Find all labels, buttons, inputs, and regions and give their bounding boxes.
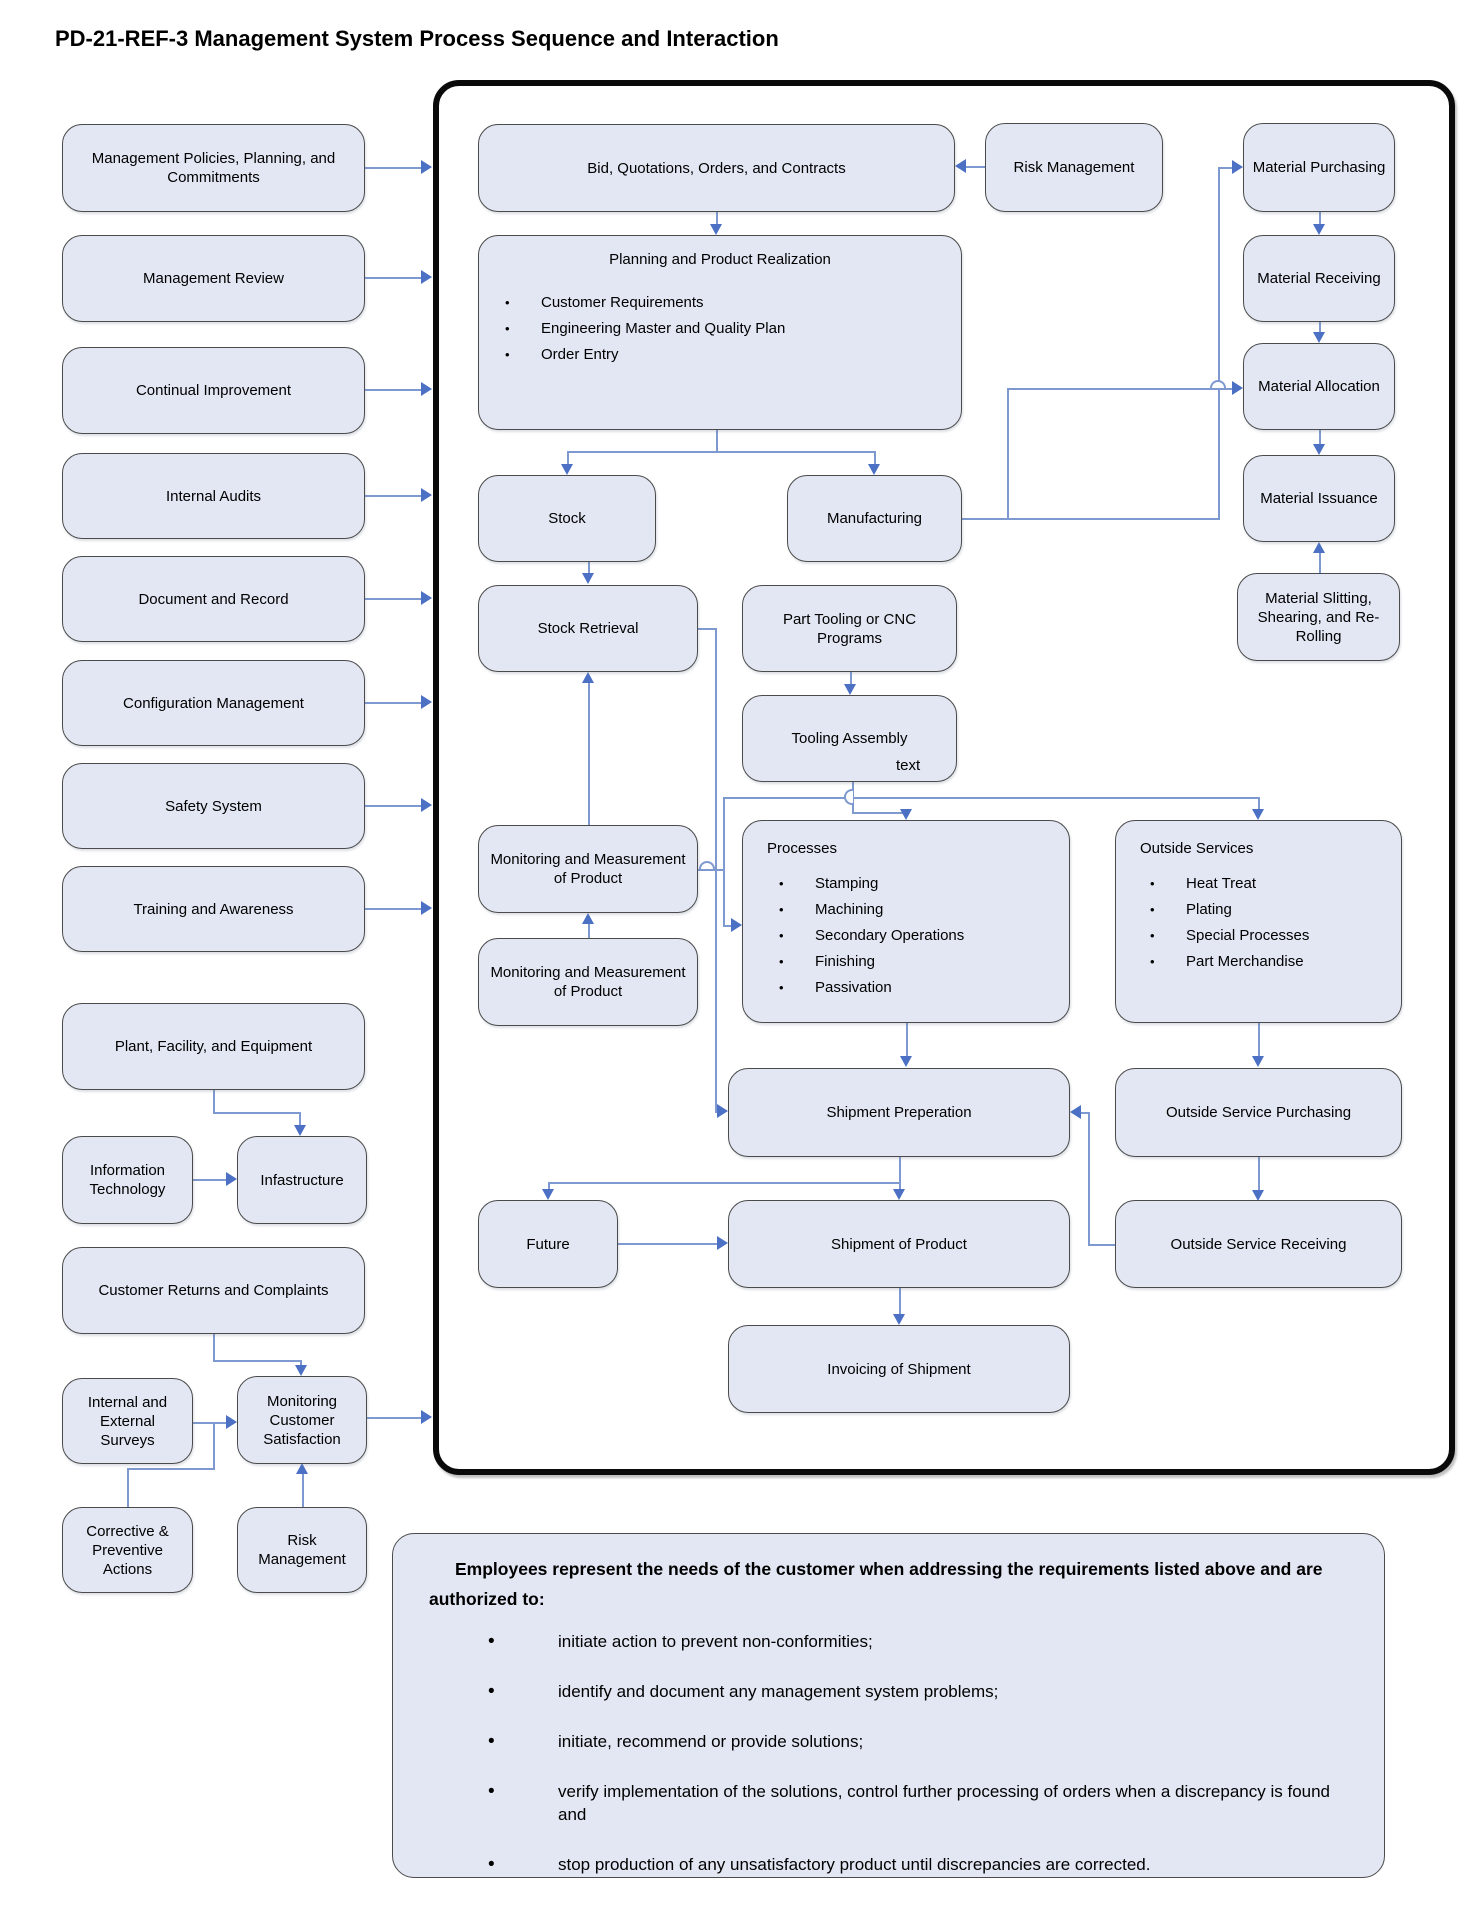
bullet-item bbox=[779, 926, 1069, 945]
bullet-dot: • bbox=[488, 1781, 495, 1802]
arrowhead bbox=[955, 159, 966, 173]
connector-shipmentprep-split bbox=[548, 1182, 899, 1184]
arrowhead bbox=[1313, 542, 1325, 553]
connector-slitting-to-issuance bbox=[1319, 553, 1321, 573]
node-material-receiving: Material Receiving bbox=[1243, 235, 1395, 322]
bullet-text: Engineering Master and Quality Plan bbox=[541, 320, 786, 337]
connector-monitoring-to-processes bbox=[698, 869, 723, 871]
bullet-text: Order Entry bbox=[541, 346, 619, 363]
bullet-text: verify implementation of the solutions, control further processing of orders when a discrepancy is found and bbox=[558, 1782, 1331, 1824]
connector-returns-to-monitoring bbox=[213, 1334, 215, 1361]
arrowhead bbox=[582, 913, 594, 924]
connector-allocation-to-issuance bbox=[1319, 430, 1321, 444]
bullet-item bbox=[488, 1730, 1344, 1753]
bullet-text: Heat Treat bbox=[1186, 875, 1257, 892]
processes-bullets bbox=[743, 858, 1069, 997]
arrowhead bbox=[844, 684, 856, 695]
arrowhead bbox=[226, 1172, 237, 1186]
arrowhead bbox=[421, 798, 432, 812]
bullet-text: Customer Requirements bbox=[541, 294, 704, 311]
node-material-allocation: Material Allocation bbox=[1243, 343, 1395, 430]
arrowhead bbox=[710, 224, 722, 235]
bullet-dot: • bbox=[779, 928, 784, 943]
bullet-dot: • bbox=[1150, 954, 1155, 969]
arrowhead bbox=[1252, 1056, 1264, 1067]
bullet-dot: • bbox=[779, 876, 784, 891]
connector-monitoring2-to-monitoring1 bbox=[588, 924, 590, 938]
node-corrective-preventive-actions: Corrective & Preventive Actions bbox=[62, 1507, 193, 1593]
bullet-text: Secondary Operations bbox=[815, 927, 965, 944]
tooling-assembly-note: text bbox=[896, 757, 921, 774]
connector-monitoring-to-retrieval bbox=[588, 683, 590, 825]
connector-plant-to-infastructure bbox=[213, 1090, 215, 1113]
arrowhead bbox=[900, 809, 912, 820]
arrowhead bbox=[296, 1463, 308, 1474]
bullet-item bbox=[779, 952, 1069, 971]
bullet-text: Special Processes bbox=[1186, 927, 1310, 944]
arrowhead bbox=[1232, 160, 1243, 174]
node-management-review: Management Review bbox=[62, 235, 365, 322]
employees-note-bullets bbox=[393, 1620, 1384, 1876]
arrowhead bbox=[582, 573, 594, 584]
connector-purchasing-to-receiving bbox=[1319, 212, 1321, 224]
arrowhead bbox=[421, 160, 432, 174]
bullet-item bbox=[505, 293, 961, 312]
arrowhead bbox=[1313, 332, 1325, 343]
bullet-text: Finishing bbox=[815, 953, 876, 970]
connector-future-to-shipment bbox=[618, 1243, 717, 1245]
bullet-dot: • bbox=[505, 295, 510, 310]
outside-services-title: Outside Services bbox=[1140, 840, 1254, 857]
bullet-text: initiate action to prevent non-conformities; bbox=[558, 1632, 873, 1651]
connector-rail-to-processes bbox=[723, 925, 731, 927]
arrowhead bbox=[421, 695, 432, 709]
bullet-item bbox=[488, 1630, 1344, 1653]
connector-processes-to-shipmentprep bbox=[906, 1023, 908, 1056]
arrowhead bbox=[582, 672, 594, 683]
connector-osr-to-shipmentprep bbox=[1088, 1244, 1115, 1246]
node-shipment-of-product: Shipment of Product bbox=[728, 1200, 1070, 1288]
arrowhead bbox=[542, 1189, 554, 1200]
bullet-dot: • bbox=[488, 1681, 495, 1702]
bullet-text: Part Merchandise bbox=[1186, 953, 1304, 970]
connector-manufacturing-to-purchasing bbox=[1218, 167, 1232, 169]
arrowhead bbox=[421, 591, 432, 605]
connector-plant-to-infastructure bbox=[299, 1112, 301, 1125]
bullet-item bbox=[505, 345, 961, 364]
connector-risk-to-bid bbox=[966, 166, 985, 168]
connector-it-to-infastructure bbox=[193, 1179, 227, 1181]
bullet-item bbox=[779, 978, 1069, 997]
node-material-slitting-shearing-rerolling: Material Slitting, Shearing, and Re-Rolling bbox=[1237, 573, 1400, 661]
node-management-policies: Management Policies, Planning, and Commitments bbox=[62, 124, 365, 212]
bullet-dot: • bbox=[505, 347, 510, 362]
connector-plant-to-infastructure bbox=[213, 1112, 301, 1114]
bullet-dot: • bbox=[779, 902, 784, 917]
connector-corrective-to-monitoring bbox=[127, 1468, 215, 1470]
arrowhead bbox=[421, 1410, 432, 1424]
arrowhead bbox=[900, 1056, 912, 1067]
bullet-text: identify and document any management system problems; bbox=[558, 1682, 999, 1701]
bullet-text: Stamping bbox=[815, 875, 879, 892]
bullet-text: Passivation bbox=[815, 979, 892, 996]
connector-mgmt-policies-to-frame bbox=[365, 167, 421, 169]
connector-receiving-to-allocation bbox=[1319, 322, 1321, 332]
connector-manufacturing-to-allocation bbox=[1007, 388, 1232, 390]
connector-shipment-to-invoicing bbox=[899, 1288, 901, 1314]
node-safety-system: Safety System bbox=[62, 763, 365, 849]
arrowhead bbox=[1232, 381, 1243, 395]
node-document-and-record: Document and Record bbox=[62, 556, 365, 642]
arrowhead bbox=[893, 1314, 905, 1325]
connector-planning-split bbox=[716, 430, 718, 451]
outside-services-bullets bbox=[1116, 858, 1401, 971]
node-internal-external-surveys: Internal and External Surveys bbox=[62, 1378, 193, 1464]
connector-tooling-chain bbox=[850, 672, 852, 684]
node-monitoring-measurement-product-1: Monitoring and Measurement of Product bbox=[478, 825, 698, 913]
node-plant-facility-equipment: Plant, Facility, and Equipment bbox=[62, 1003, 365, 1090]
node-bid-quotations-orders-contracts: Bid, Quotations, Orders, and Contracts bbox=[478, 124, 955, 212]
node-continual-improvement: Continual Improvement bbox=[62, 347, 365, 434]
bullet-dot: • bbox=[779, 980, 784, 995]
node-material-issuance: Material Issuance bbox=[1243, 455, 1395, 542]
node-internal-audits: Internal Audits bbox=[62, 453, 365, 539]
bullet-item bbox=[488, 1780, 1344, 1826]
arrowhead bbox=[295, 1365, 307, 1376]
connector-corrective-to-monitoring bbox=[213, 1422, 215, 1468]
connector-returns-to-monitoring bbox=[213, 1360, 302, 1362]
connector-shipmentprep-split bbox=[899, 1157, 901, 1183]
node-risk-management-bottom: Risk Management bbox=[237, 1507, 367, 1593]
arrowhead bbox=[1313, 444, 1325, 455]
connector-manufacturing-to-allocation bbox=[1007, 388, 1009, 518]
employees-authorization-note bbox=[392, 1533, 1385, 1878]
connector-document-record-to-frame bbox=[365, 598, 421, 600]
connector-rail bbox=[723, 797, 1258, 799]
connector-planning-split bbox=[567, 451, 874, 453]
bullet-text: Machining bbox=[815, 901, 884, 918]
bullet-text: stop production of any unsatisfactory product until discrepancies are corrected. bbox=[558, 1855, 1151, 1874]
node-future: Future bbox=[478, 1200, 618, 1288]
arrowhead bbox=[226, 1415, 237, 1429]
bullet-item bbox=[779, 900, 1069, 919]
bullet-item bbox=[1150, 926, 1401, 945]
arrowhead bbox=[561, 464, 573, 475]
arrowhead bbox=[1252, 809, 1264, 820]
connector-rail-to-processes bbox=[723, 797, 725, 926]
arrowhead bbox=[731, 918, 742, 932]
arrowhead bbox=[421, 382, 432, 396]
connector-rail-to-outside-services bbox=[1258, 797, 1260, 809]
bullet-dot: • bbox=[488, 1731, 495, 1752]
connector-os-to-osp bbox=[1258, 1023, 1260, 1056]
node-manufacturing: Manufacturing bbox=[787, 475, 962, 562]
arrowhead bbox=[717, 1104, 728, 1118]
line-hop bbox=[844, 789, 853, 805]
bullet-dot: • bbox=[1150, 876, 1155, 891]
node-training-and-awareness: Training and Awareness bbox=[62, 866, 365, 952]
node-outside-services bbox=[1115, 820, 1402, 1023]
connector-retrieval-to-shipmentprep bbox=[715, 628, 717, 1111]
bullet-dot: • bbox=[1150, 928, 1155, 943]
connector-risk-to-monitoring bbox=[302, 1474, 304, 1507]
arrowhead bbox=[421, 901, 432, 915]
bullet-item bbox=[1150, 900, 1401, 919]
node-planning-product-realization bbox=[478, 235, 962, 430]
bullet-dot: • bbox=[779, 954, 784, 969]
connector-manufacturing-rail bbox=[962, 518, 1220, 520]
connector-continual-improvement-to-frame bbox=[365, 389, 421, 391]
node-infastructure: Infastructure bbox=[237, 1136, 367, 1224]
planning-title: Planning and Product Realization bbox=[609, 251, 831, 268]
arrowhead bbox=[294, 1125, 306, 1136]
connector-training-awareness-to-frame bbox=[365, 908, 421, 910]
bullet-item bbox=[1150, 952, 1401, 971]
arrowhead bbox=[1313, 224, 1325, 235]
arrowhead bbox=[421, 488, 432, 502]
connector-corrective-to-monitoring bbox=[127, 1468, 129, 1507]
connector-osp-to-osr bbox=[1258, 1157, 1260, 1190]
connector-planning-to-manufacturing bbox=[874, 451, 876, 464]
bullet-dot: • bbox=[505, 321, 510, 336]
connector-surveys-to-monitoring bbox=[193, 1422, 227, 1424]
connector-manufacturing-to-purchasing bbox=[1218, 167, 1220, 518]
node-stock: Stock bbox=[478, 475, 656, 562]
processes-title: Processes bbox=[767, 840, 838, 857]
connector-osr-to-shipmentprep bbox=[1088, 1112, 1090, 1244]
node-stock-retrieval: Stock Retrieval bbox=[478, 585, 698, 672]
node-configuration-management: Configuration Management bbox=[62, 660, 365, 746]
connector-internal-audits-to-frame bbox=[365, 495, 421, 497]
connector-monitoring-customer-to-frame bbox=[367, 1417, 421, 1419]
node-monitoring-measurement-product-2: Monitoring and Measurement of Product bbox=[478, 938, 698, 1026]
connector-osr-to-shipmentprep bbox=[1081, 1112, 1088, 1114]
bullet-text: Plating bbox=[1186, 901, 1232, 918]
node-outside-service-purchasing: Outside Service Purchasing bbox=[1115, 1068, 1402, 1157]
arrowhead bbox=[717, 1236, 728, 1250]
arrowhead bbox=[421, 270, 432, 284]
node-monitoring-customer-satisfaction: Monitoring Customer Satisfaction bbox=[237, 1376, 367, 1464]
arrowhead bbox=[893, 1189, 905, 1200]
bullet-dot: • bbox=[488, 1631, 495, 1652]
arrowhead bbox=[1070, 1105, 1081, 1119]
bullet-item bbox=[1150, 874, 1401, 893]
planning-bullets bbox=[479, 269, 961, 364]
node-invoicing-of-shipment: Invoicing of Shipment bbox=[728, 1325, 1070, 1413]
page-title: PD-21-REF-3 Management System Process Sequence and Interaction bbox=[55, 26, 779, 51]
node-information-technology: Information Technology bbox=[62, 1136, 193, 1224]
bullet-item bbox=[488, 1680, 1344, 1703]
bullet-item bbox=[505, 319, 961, 338]
employees-note-intro: Employees represent the needs of the customer when addressing the requirements listed above and are authorized to: bbox=[429, 1559, 1323, 1609]
node-tooling-assembly: Tooling Assembly bbox=[742, 695, 957, 782]
node-outside-service-receiving: Outside Service Receiving bbox=[1115, 1200, 1402, 1288]
bullet-dot: • bbox=[1150, 902, 1155, 917]
node-risk-management-top: Risk Management bbox=[985, 123, 1163, 212]
bullet-item bbox=[779, 874, 1069, 893]
node-processes bbox=[742, 820, 1070, 1023]
bullet-dot: • bbox=[488, 1854, 495, 1875]
bullet-item bbox=[488, 1853, 1344, 1876]
node-customer-returns-complaints: Customer Returns and Complaints bbox=[62, 1247, 365, 1334]
node-part-tooling-cnc-programs: Part Tooling or CNC Programs bbox=[742, 585, 957, 672]
connector-planning-to-stock bbox=[567, 451, 569, 464]
connector-toolingassembly-to-processes bbox=[852, 812, 906, 814]
bullet-text: initiate, recommend or provide solutions; bbox=[558, 1732, 864, 1751]
arrowhead bbox=[868, 464, 880, 475]
node-shipment-preparation: Shipment Preperation bbox=[728, 1068, 1070, 1157]
connector-config-mgmt-to-frame bbox=[365, 702, 421, 704]
connector-bid-to-planning bbox=[716, 212, 718, 224]
connector-mgmt-review-to-frame bbox=[365, 277, 421, 279]
connector-retrieval-to-shipmentprep bbox=[698, 628, 715, 630]
connector-safety-system-to-frame bbox=[365, 805, 421, 807]
node-material-purchasing: Material Purchasing bbox=[1243, 123, 1395, 212]
